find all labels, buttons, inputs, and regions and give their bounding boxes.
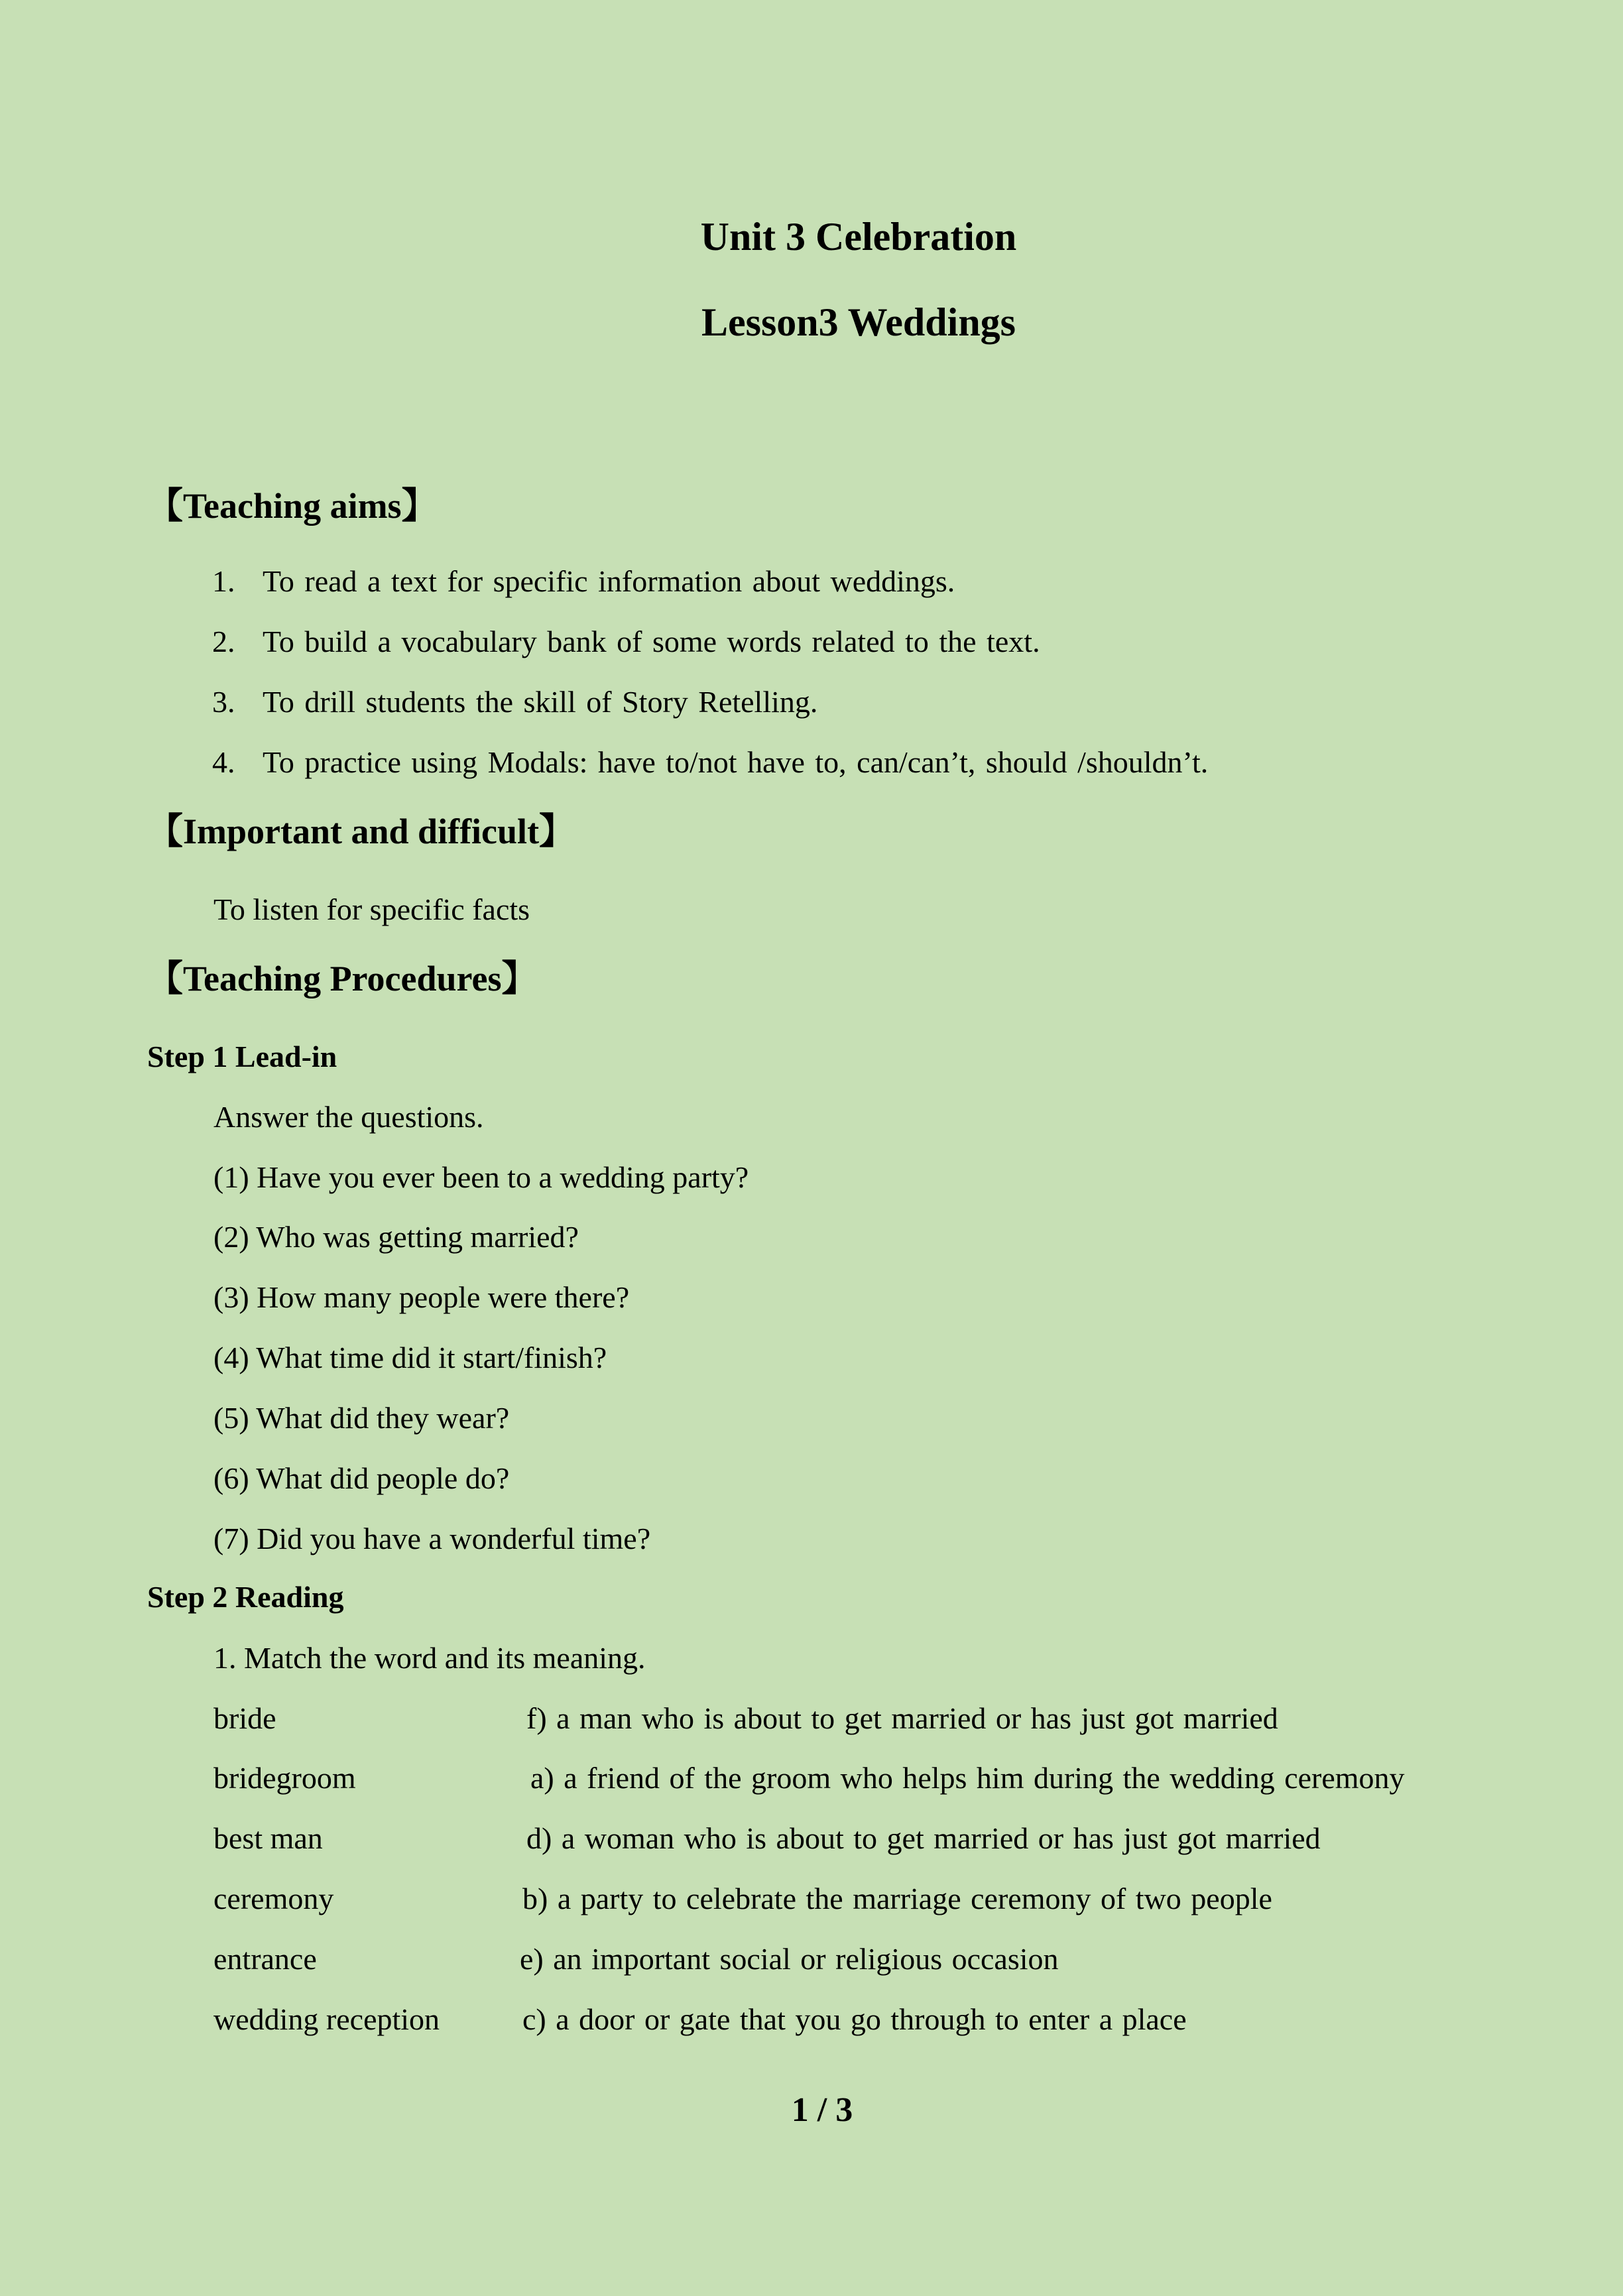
question-item: (5) What did they wear? (213, 1401, 510, 1435)
procedures-heading: 【Teaching Procedures】 (147, 959, 538, 998)
step2-instruction: 1. Match the word and its meaning. (213, 1641, 646, 1675)
question-item: (1) Have you ever been to a wedding party? (213, 1160, 749, 1194)
aim-text: To drill students the skill of Story Retelling. (263, 685, 818, 719)
match-meaning: e) an important social or religious occasion (520, 1942, 1059, 1976)
match-word: wedding reception (213, 2002, 440, 2036)
aim-number: 4. (212, 745, 235, 779)
question-item: (7) Did you have a wonderful time? (213, 1522, 651, 1555)
page-number: 1 / 3 (791, 2091, 853, 2129)
aim-number: 1. (212, 564, 235, 598)
aim-text: To read a text for specific information about weddings. (263, 564, 955, 598)
unit-title: Unit 3 Celebration (700, 215, 1017, 259)
step1-intro: Answer the questions. (213, 1100, 484, 1134)
teaching-aims-heading: 【Teaching aims】 (147, 486, 438, 526)
match-word: bride (213, 1701, 276, 1735)
important-heading: 【Important and difficult】 (147, 812, 575, 851)
match-meaning: c) a door or gate that you go through to enter a place (522, 2002, 1187, 2036)
match-word: bridegroom (213, 1761, 356, 1795)
question-item: (6) What did people do? (213, 1461, 510, 1495)
match-meaning: b) a party to celebrate the marriage ceremony of two people (522, 1882, 1272, 1915)
match-meaning: f) a man who is about to get married or has just got married (526, 1701, 1278, 1735)
step1-title: Step 1 Lead-in (147, 1040, 337, 1073)
aim-text: To practice using Modals: have to/not have to, can/can’t, should /shouldn’t. (263, 745, 1209, 779)
question-item: (4) What time did it start/finish? (213, 1341, 607, 1374)
aim-number: 2. (212, 625, 235, 658)
match-word: best man (213, 1821, 323, 1855)
match-meaning: a) a friend of the groom who helps him during the wedding ceremony (530, 1761, 1405, 1795)
question-item: (3) How many people were there? (213, 1280, 630, 1314)
match-word: ceremony (213, 1882, 334, 1915)
match-meaning: d) a woman who is about to get married or has just got married (526, 1821, 1321, 1855)
important-text: To listen for specific facts (213, 892, 530, 926)
lesson-title: Lesson3 Weddings (701, 300, 1016, 344)
question-item: (2) Who was getting married? (213, 1220, 579, 1254)
aim-number: 3. (212, 685, 235, 719)
step2-title: Step 2 Reading (147, 1580, 344, 1614)
aim-text: To build a vocabulary bank of some words related to the text. (263, 625, 1040, 658)
match-word: entrance (213, 1942, 317, 1976)
